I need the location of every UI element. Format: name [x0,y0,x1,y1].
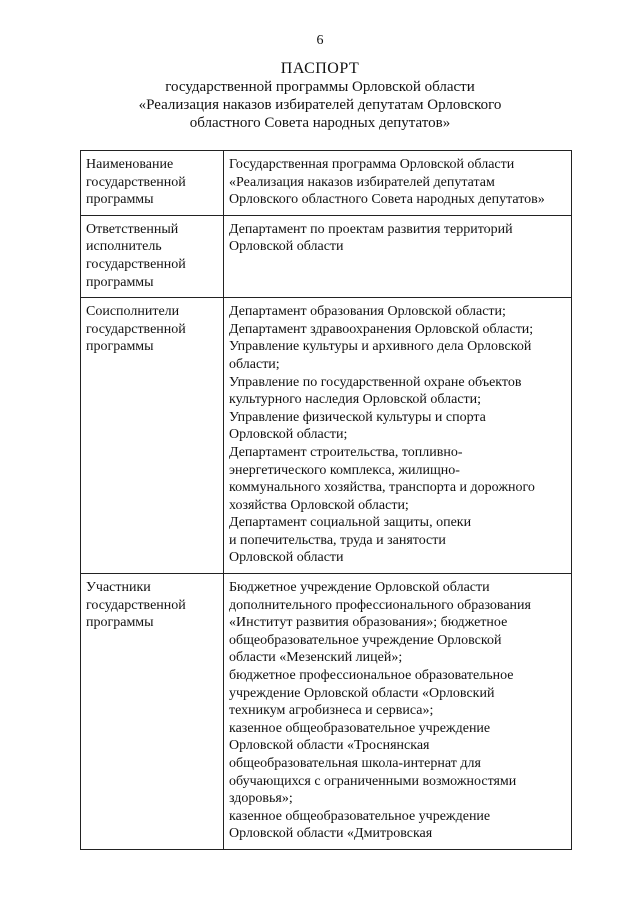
value-line: казенное общеобразовательное учреждение [229,720,491,736]
table-row-coexecutors [81,298,572,574]
value-line: Орловской области [229,550,344,566]
row-value [224,574,572,850]
row-value [224,298,572,574]
value-line: энергетического комплекса, жилищно- [229,462,460,478]
value-line: Департамент по проектам развития территорий [229,221,513,237]
value-line: Департамент здравоохранения Орловской области; [229,321,534,337]
document-heading [0,60,640,132]
table-row-name [81,151,572,216]
value-line: и попечительства, труда и занятости [229,532,446,548]
value-line: культурного наследия Орловской области; [229,392,482,408]
value-line: Орловской области «Дмитровская [229,826,433,842]
value-line: Орловской области [229,239,344,255]
row-label [81,298,224,574]
value-line: Департамент социальной защиты, опеки [229,515,472,531]
label-line: программы [86,274,154,290]
value-line: общеобразовательная школа-интернат для [229,756,481,771]
row-label [81,215,224,297]
value-line: области «Мезенский лицей»; [229,650,403,666]
document-subtitle-line: «Реализация наказов избирателей депутатам Орловского [138,97,502,113]
passport-table [80,150,572,850]
value-line: «Институт развития образования»; бюджетное [229,615,508,631]
document-subtitle-line: государственной программы Орловской области [165,79,475,95]
label-line: программы [86,192,154,208]
value-line: Департамент строительства, топливно- [229,444,463,460]
value-line: Управление культуры и архивного дела Орловской [229,339,532,355]
value-line: обучающихся с ограниченными возможностями [229,773,517,789]
label-line: государственной [86,321,186,337]
value-line: коммунального хозяйства, транспорта и дорожного [229,480,535,496]
label-line: исполнитель [86,239,162,255]
table-row-participants [81,574,572,850]
value-line: здоровья»; [229,791,293,807]
page-number: 6 [316,33,324,48]
value-line: Департамент образования Орловской области; [229,304,506,320]
row-value [224,151,572,216]
value-line: «Реализация наказов избирателей депутатам [229,174,495,190]
label-line: Наименование [86,157,174,172]
label-line: государственной [86,174,186,190]
value-line: бюджетное профессиональное образовательное [229,668,514,684]
row-label [81,574,224,850]
value-line: казенное общеобразовательное учреждение [229,808,491,824]
document-subtitle-line: областного Совета народных депутатов» [189,115,451,131]
label-line: Участники [86,580,151,596]
row-label [81,151,224,216]
row-value [224,215,572,297]
document-title: ПАСПОРТ [280,60,360,77]
label-line: программы [86,339,154,355]
value-line: Орловской области «Троснянская [229,738,430,754]
value-line: Бюджетное учреждение Орловской области [229,580,490,596]
value-line: области; [229,356,280,372]
value-line: хозяйства Орловской области; [229,497,409,513]
value-line: Управление физической культуры и спорта [229,409,486,425]
value-line: Орловской области; [229,427,348,443]
label-line: государственной [86,256,186,272]
value-line: общеобразовательное учреждение Орловской [229,632,502,648]
table-row-responsible [81,215,572,297]
label-line: программы [86,615,154,631]
value-line: техникум агробизнеса и сервиса»; [229,703,434,719]
label-line: государственной [86,597,186,613]
value-line: Государственная программа Орловской области [229,157,515,172]
value-line: Управление по государственной охране объектов [229,374,522,390]
label-line: Ответственный [86,221,179,237]
label-line: Соисполнители [86,304,180,320]
value-line: Орловского областного Совета народных депутатов» [229,192,545,208]
value-line: учреждение Орловской области «Орловский [229,685,495,701]
value-line: дополнительного профессионального образования [229,597,531,613]
